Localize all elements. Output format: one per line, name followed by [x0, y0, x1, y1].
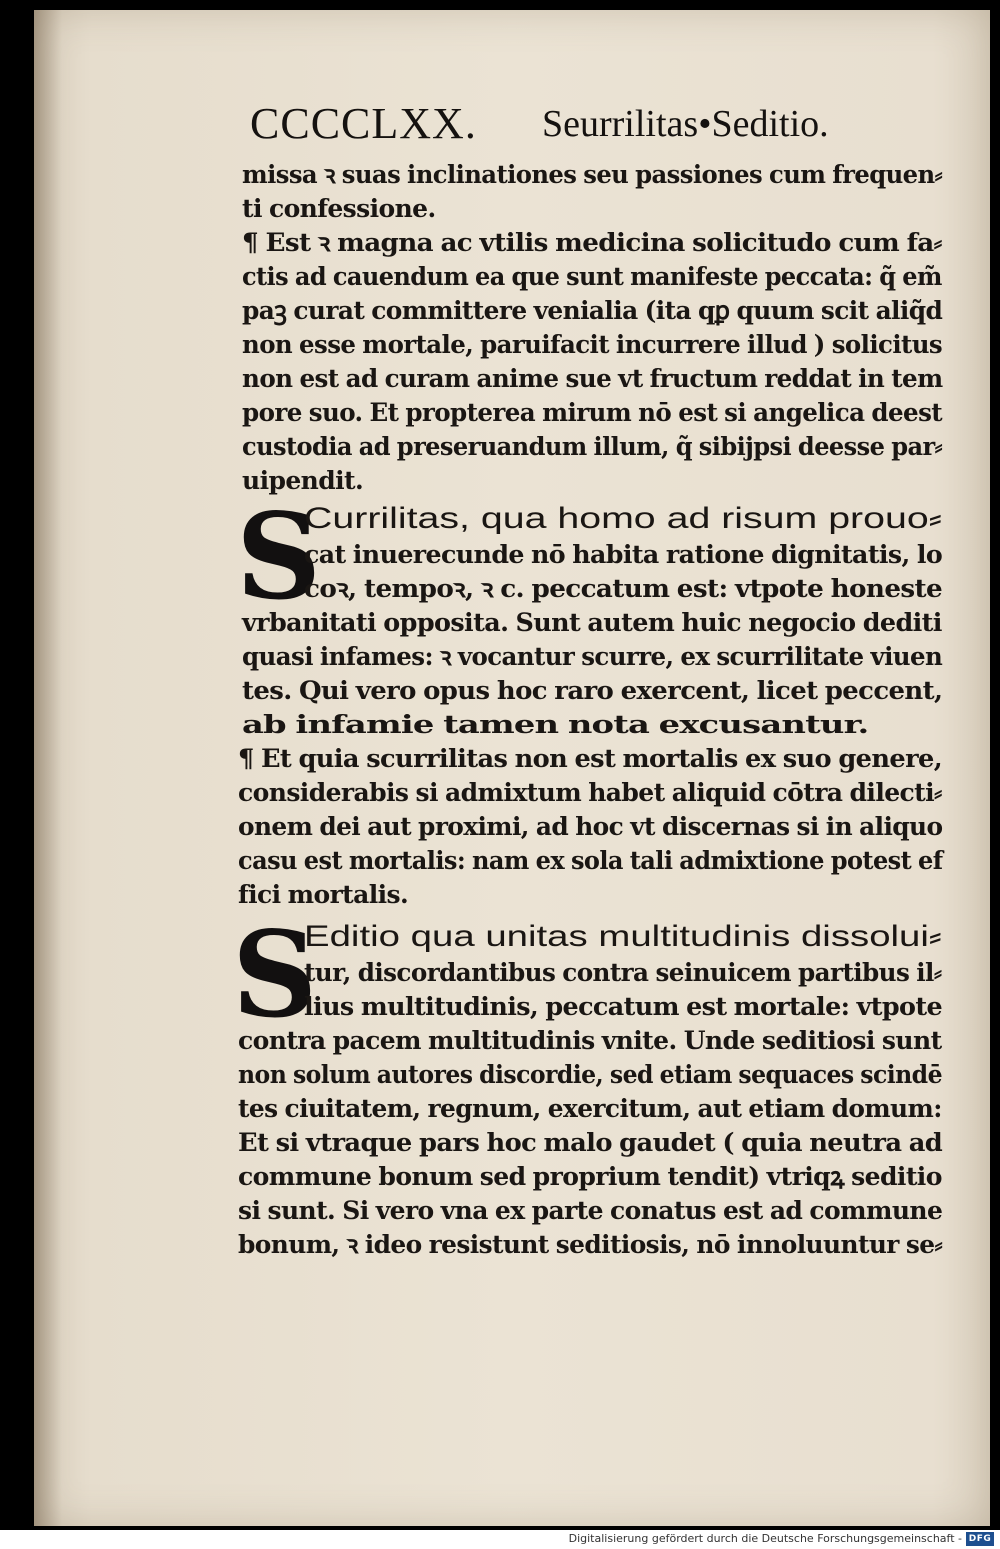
text-line: tes ciuitatem, regnum, exercitum, aut etiam domum:	[238, 1094, 942, 1123]
text-line: tur, discordantibus contra seinuicem partibus il⸗	[304, 958, 942, 987]
gutter-shadow	[34, 10, 62, 1526]
text-line: contra pacem multitudinis vnite. Unde seditiosi sunt	[238, 1026, 942, 1055]
text-block	[232, 158, 943, 1278]
folio-number: CCCCLXX.	[250, 99, 477, 148]
text-line: cat inuerecunde nō habita ratione dignitatis, lo	[304, 540, 943, 569]
initial-s-scurrilitas: S	[236, 487, 322, 626]
text-line: ti confessione.	[242, 194, 436, 223]
section-heading-scurrilitas: Currilitas, qua homo ad risum prouo⸗	[304, 502, 942, 535]
text-line: onem dei aut proximi, ad hoc vt discernas si in aliquo	[238, 812, 943, 841]
running-title: Seurrilitas•Seditio.	[542, 103, 829, 145]
initial-s-seditio: S	[232, 905, 318, 1044]
section-heading-seditio: Editio qua unitas multitudinis dissolui⸗	[304, 920, 942, 953]
text-line: non solum autores discordie, sed etiam sequaces scindē	[238, 1060, 942, 1089]
text-line: Et si vtraque pars hoc malo gaudet ( quia neutra ad	[238, 1128, 943, 1157]
credit-bar	[0, 1530, 1000, 1549]
dfg-logo: DFG	[966, 1532, 994, 1546]
text-line: ¶ Est ꝛ magna ac vtilis medicina solicitudo cum fa⸗	[242, 228, 942, 257]
text-line: fici mortalis.	[238, 880, 409, 909]
text-line: si sunt. Si vero vna ex parte conatus est ad commune	[238, 1196, 943, 1225]
text-line: missa ꝛ suas inclinationes seu passiones cum frequen⸗	[242, 160, 943, 189]
running-head	[250, 98, 890, 152]
text-line: paꝫ curat committere venialia (ita qꝑ quum scit aliq̃d	[242, 296, 943, 325]
text-line: uipendit.	[242, 466, 364, 495]
text-line: ¶ Et quia scurrilitas non est mortalis ex suo genere,	[238, 744, 943, 773]
text-line: casu est mortalis: nam ex sola tali admixtione potest ef	[238, 846, 943, 875]
book-page	[34, 10, 990, 1526]
text-line: ab infamie tamen nota excusantur.	[242, 710, 869, 739]
text-line: tes. Qui vero opus hoc raro exercent, licet peccent,	[242, 676, 943, 705]
text-line: commune bonum sed proprium tendit) vtriqꝝ seditio	[238, 1162, 942, 1191]
text-line: non est ad curam anime sue vt fructum reddat in tem	[242, 364, 943, 393]
text-line: non esse mortale, paruifacit incurrere illud ) solicitus	[242, 330, 943, 359]
text-line: bonum, ꝛ ideo resistunt seditiosis, nō innoluuntur se⸗	[238, 1230, 943, 1259]
text-line: quasi infames: ꝛ vocantur scurre, ex scurrilitate viuen	[242, 642, 943, 671]
text-line: ctis ad cauendum ea que sunt manifeste peccata: q̃ em̃	[242, 262, 942, 291]
text-line: custodia ad preseruandum illum, q̃ sibijpsi deesse par⸗	[242, 432, 943, 461]
text-line: considerabis si admixtum habet aliquid cōtra dilecti⸗	[238, 778, 942, 807]
text-line: coꝛ, tempoꝛ, ꝛ c. peccatum est: vtpote honeste	[304, 574, 943, 603]
text-line: vrbanitati opposita. Sunt autem huic negocio dediti	[242, 608, 942, 637]
funding-credit: Digitalisierung gefördert durch die Deutsche Forschungsgemeinschaft -	[568, 1532, 962, 1545]
text-line: lius multitudinis, peccatum est mortale: vtpote	[304, 992, 943, 1021]
text-line: pore suo. Et propterea mirum nō est si angelica deest	[242, 398, 943, 427]
